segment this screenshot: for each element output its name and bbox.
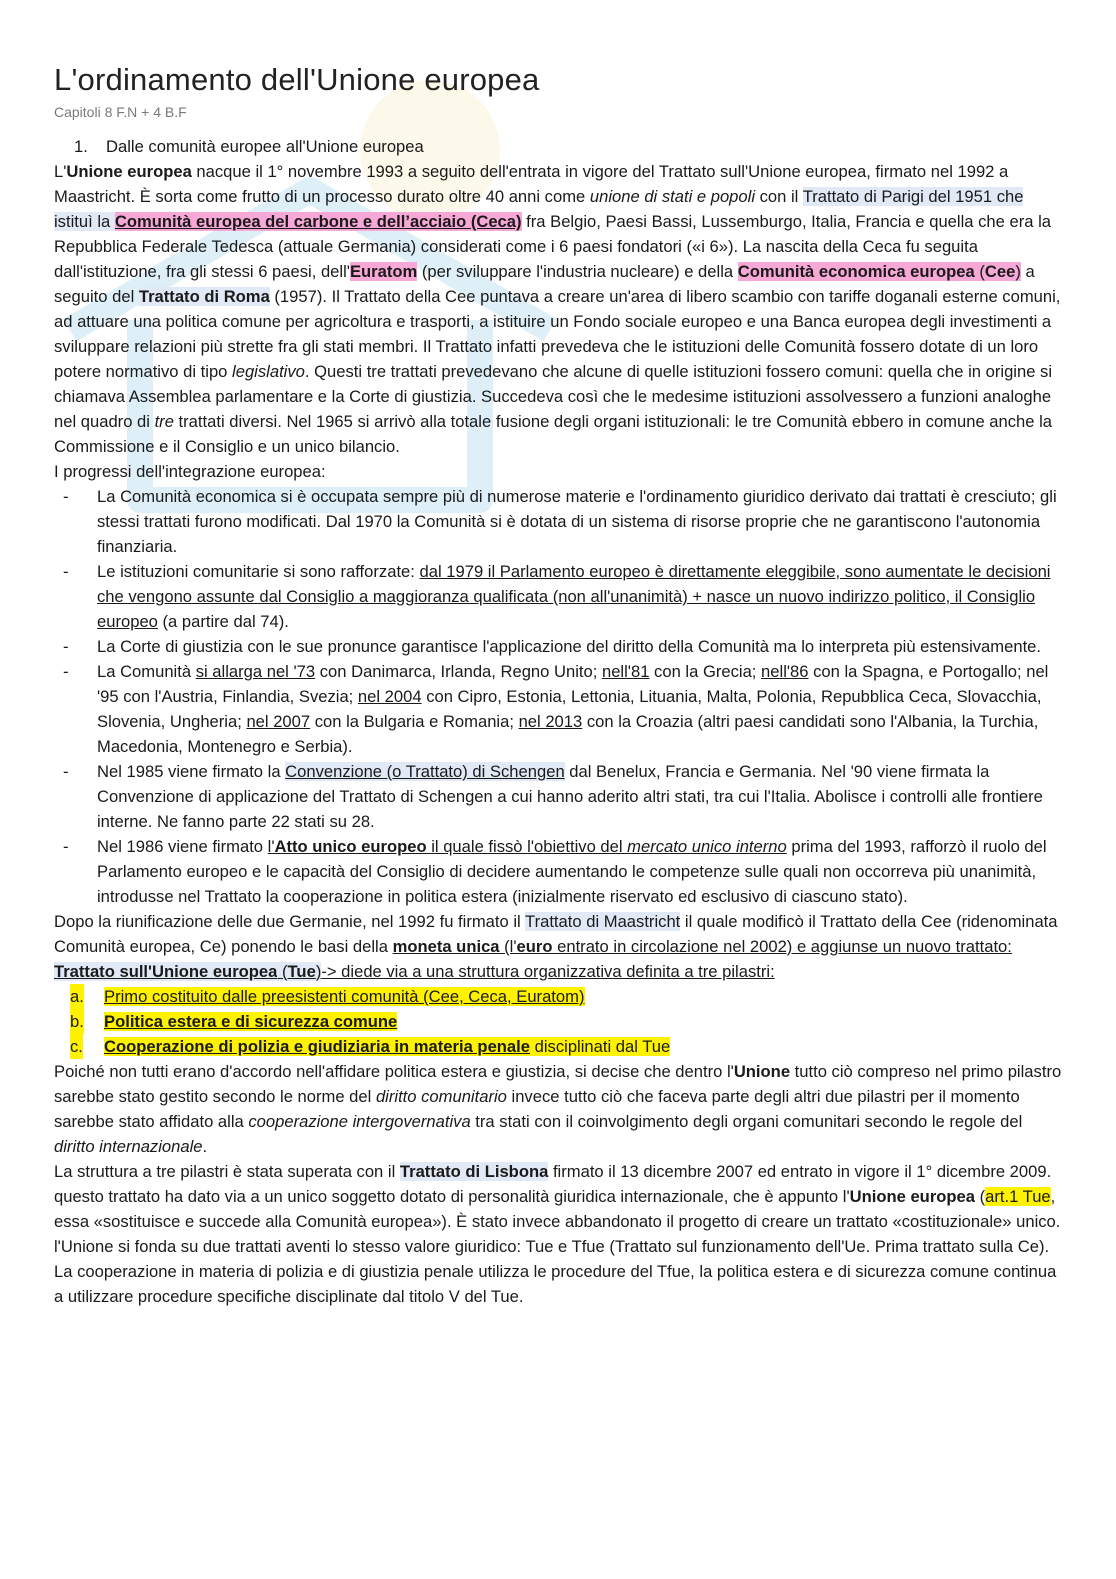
- highlight-cee: Comunità economica europea: [737, 262, 975, 281]
- pillar-item: b. Politica estera e di sicurezza comune: [54, 1009, 1064, 1034]
- paragraph-lisbona: La struttura a tre pilastri è stata superata con il Trattato di Lisbona firmato il 13 dicembre 2007 ed entrato in vigore il 1° dicembre 2009. questo trattato ha dato via a un unico soggetto dotato di personalità giuridica internazionale, che è appunto l'Unione europea (art.1 Tue, essa «sostituisce e succede alla Comunità europea»). È stato invece abbandonato il progetto di creare un trattato «costituzionale» unico. l'Unione si fonda su due trattati aventi lo stesso valore giuridico: Tue e Tfue (Trattato sul funzionamento dell'Ue. Prima trattato sulla Ce). La cooperazione in materia di polizia e di giustizia penale utilizza le procedure del Tfue, la politica estera e di sicurezza comune continua a utilizzare procedure specifiche disciplinate dal titolo V del Tue.: [54, 1162, 1061, 1306]
- document-title: L'ordinamento dell'Unione europea: [54, 62, 540, 97]
- section-heading: [54, 134, 1064, 159]
- document-subtitle: Capitoli 8 F.N + 4 B.F: [54, 104, 187, 120]
- list-item: - La Corte di giustizia con le sue pronunce garantisce l'applicazione del diritto della Comunità ma lo interpreta più estensivamente.: [54, 634, 1064, 659]
- document-content: [54, 60, 1064, 1309]
- progress-list: [54, 484, 1064, 909]
- pillar-item: a. Primo costituito dalle preesistenti comunità (Cee, Ceca, Euratom): [54, 984, 1064, 1009]
- paragraph-maastricht: Dopo la riunificazione delle due Germanie, nel 1992 fu firmato il Trattato di Maastricht il quale modificò il Trattato della Cee (ridenominata Comunità europea, Ce) ponendo le basi della moneta unica (l'euro entrato in circolazione nel 2002) e aggiunse un nuovo trattato: Trattato sull'Unione europea (Tue)-> diede via a una struttura organizzativa definita a tre pilastri:: [54, 912, 1058, 981]
- paragraph-intro: L'Unione europea nacque il 1° novembre 1993 a seguito dell'entrata in vigore del Trattato sull'Unione europea, firmato nel 1992 a Maastricht. È sorta come frutto di un processo durato oltre 40 anni come unione di stati e popoli con il Trattato di Parigi del 1951 che istituì la Comunità europea del carbone e dell’acciaio (Ceca) fra Belgio, Paesi Bassi, Lussemburgo, Italia, Francia e quella che era la Repubblica Federale Tedesca (attuale Germania) considerati come i 6 paesi fondatori («i 6»). La nascita della Ceca fu seguita dall'istituzione, fra gli stessi 6 paesi, dell'Euratom (per sviluppare l'industria nucleare) e della Comunità economica europea (Cee) a seguito del Trattato di Roma (1957). Il Trattato della Cee puntava a creare un'area di libero scambio con tariffe doganali esterne comuni, ad attuare una politica comune per agricoltura e trasporti, a istituire un Fondo sociale europeo e una Banca europea degli investimenti a sviluppare relazioni più strette fra gli stati membri. Il Trattato infatti prevedeva che le istituzioni delle Comunità fossero dotate di un loro potere normativo di tipo legislativo. Questi tre trattati prevedevano che alcune di quelle istituzioni fossero comuni: quella che in origine si chiamava Assemblea parlamentare e la Corte di giustizia. Succedeva così che le medesime istituzioni assolvessero a funzioni analoghe nel quadro di tre trattati diversi. Nel 1965 si arrivò alla totale fusione degli organi istituzionali: le tre Comunità ebbero in comune anche la Commissione e il Consiglio e un unico bilancio.: [54, 162, 1061, 456]
- list-item: - Nel 1986 viene firmato l'Atto unico europeo il quale fissò l'obiettivo del mercato unico interno prima del 1993, rafforzò il ruolo del Parlamento europeo e le capacità del Consiglio di decidere aumentando le competenze sulle quali non occorreva più unanimità, introdusse nel Trattato la cooperazione in politica estera (inizialmente riservato ed esclusivo di ciascuno stato).: [54, 834, 1064, 909]
- list-item: - Nel 1985 viene firmato la Convenzione (o Trattato) di Schengen dal Benelux, Francia e Germania. Nel '90 viene firmata la Convenzione di applicazione del Trattato di Schengen a cui hanno aderito altri stati, tra cui l'Italia. Abolisce i controlli alle frontiere interne. Ne fanno parte 22 stati su 28.: [54, 759, 1064, 834]
- section-title: Dalle comunità europee all'Unione europea: [106, 137, 424, 156]
- paragraph-pillars-note: Poiché non tutti erano d'accordo nell'affidare politica estera e giustizia, si decise che dentro l'Unione tutto ciò compreso nel primo pilastro sarebbe stato gestito secondo le norme del diritto comunitario invece tutto ciò che faceva parte degli altri due pilastri per il momento sarebbe stato affidato alla cooperazione intergovernativa tra stati con il coinvolgimento degli organi comunitari secondo le regole del diritto internazionale.: [54, 1062, 1062, 1156]
- section-number: 1.: [74, 137, 88, 156]
- pillars-list: [54, 984, 1064, 1059]
- progress-intro: I progressi dell'integrazione europea:: [54, 462, 326, 481]
- highlight-euratom: Euratom: [349, 262, 418, 281]
- list-item: - La Comunità economica si è occupata sempre più di numerose materie e l'ordinamento giuridico derivato dai trattati è cresciuto; gli stessi trattati furono modificati. Dal 1970 la Comunità si è dotata di un sistema di risorse proprie che ne garantiscono l'autonomia finanziaria.: [54, 484, 1064, 559]
- highlight-ceca: Comunità europea del carbone e dell’acciaio (Ceca): [114, 212, 522, 231]
- list-item: - Le istituzioni comunitarie si sono rafforzate: dal 1979 il Parlamento europeo è direttamente eleggibile, sono aumentate le decisioni che vengono assunte dal Consiglio a maggioranza qualificata (non all'unanimità) + nasce un nuovo indirizzo politico, il Consiglio europeo (a partire dal 74).: [54, 559, 1064, 634]
- list-item: - La Comunità si allarga nel '73 con Danimarca, Irlanda, Regno Unito; nell'81 con la Grecia; nell'86 con la Spagna, e Portogallo; nel '95 con l'Austria, Finlandia, Svezia; nel 2004 con Cipro, Estonia, Lettonia, Lituania, Malta, Polonia, Repubblica Ceca, Slovacchia, Slovenia, Ungheria; nel 2007 con la Bulgaria e Romania; nel 2013 con la Croazia (altri paesi candidati sono l'Albania, la Turchia, Macedonia, Montenegro e Serbia).: [54, 659, 1064, 759]
- pillar-item: c. Cooperazione di polizia e giudiziaria in materia penale disciplinati dal Tue: [54, 1034, 1064, 1059]
- highlight-trattato-roma: Trattato di Roma: [138, 287, 270, 306]
